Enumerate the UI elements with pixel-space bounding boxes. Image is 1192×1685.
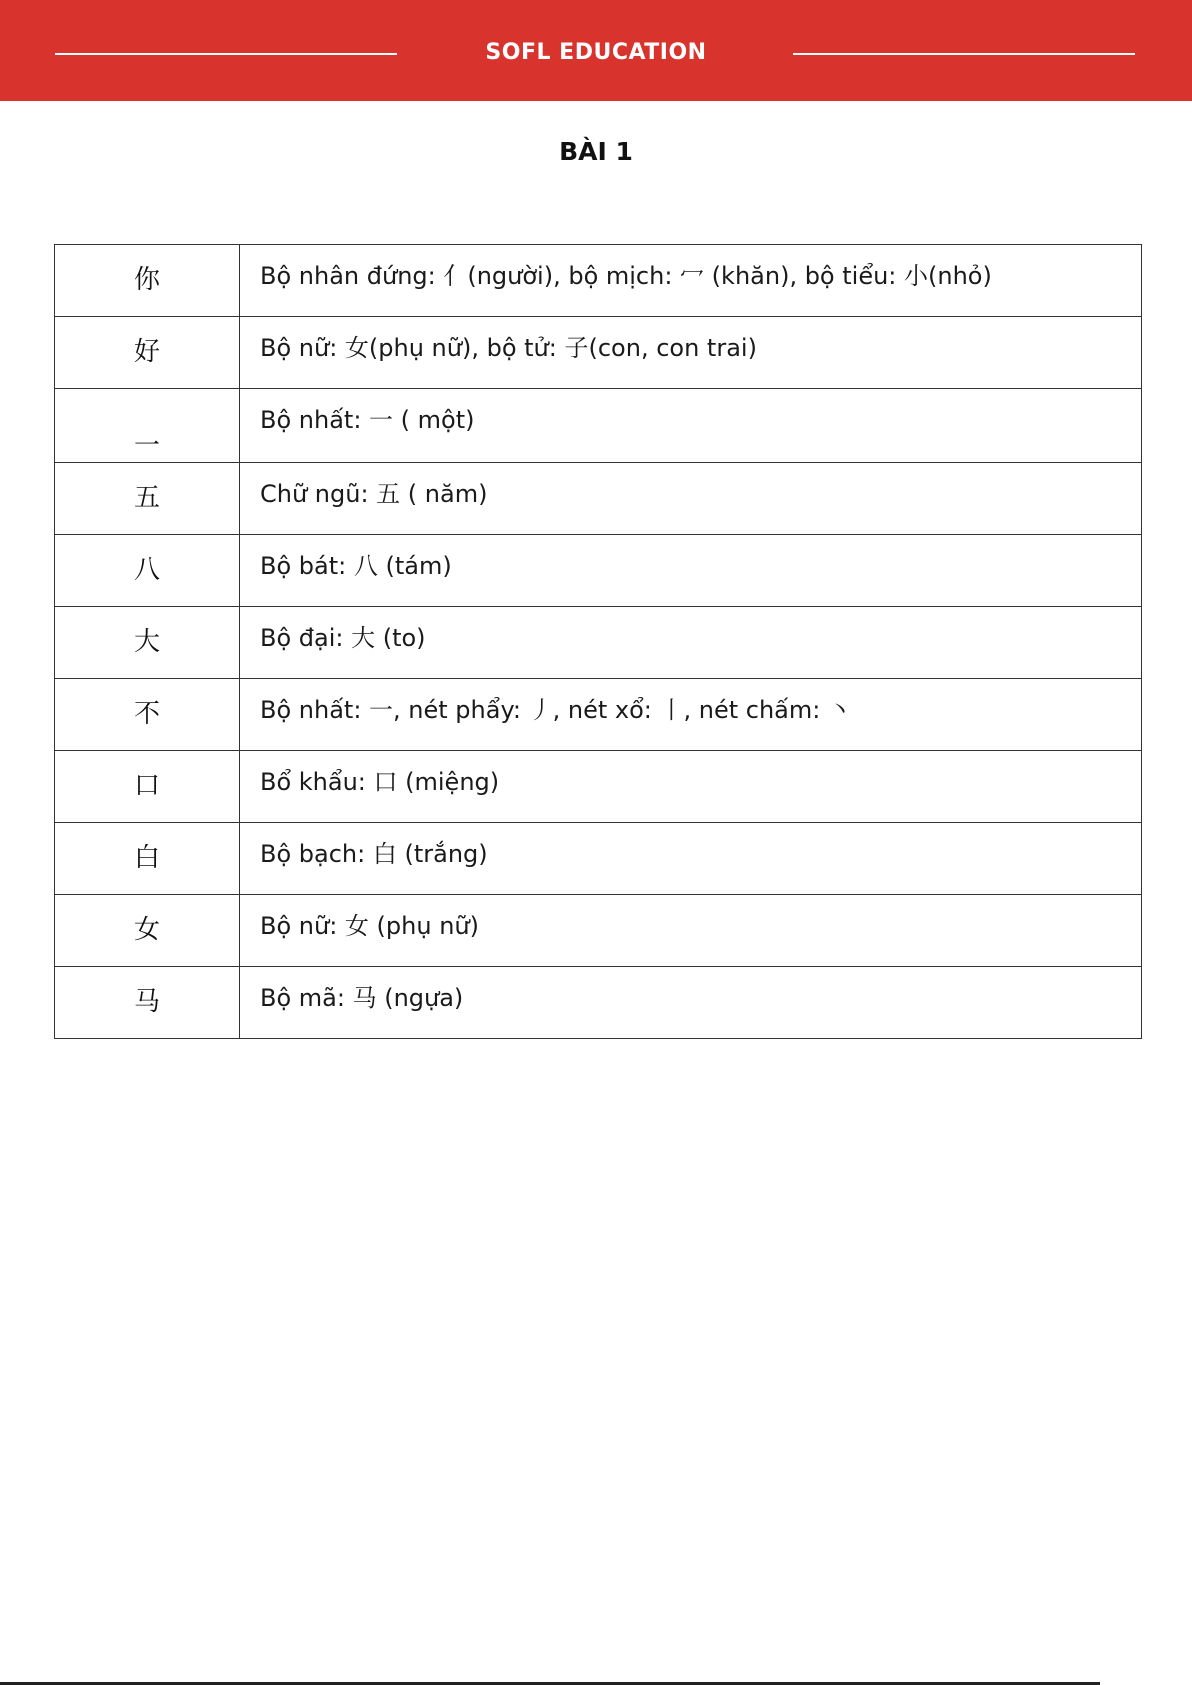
description-cell bbox=[240, 607, 1142, 679]
hanzi-character: 不 bbox=[133, 699, 160, 729]
radical-description: Bộ nữ: 女(phụ nữ), bộ tử: 子(con, con trai) bbox=[260, 334, 757, 362]
character-cell bbox=[55, 389, 240, 463]
hanzi-character: 白 bbox=[133, 843, 160, 873]
character-cell bbox=[55, 967, 240, 1039]
description-cell bbox=[240, 823, 1142, 895]
hanzi-character: 马 bbox=[133, 987, 160, 1017]
character-cell bbox=[55, 535, 240, 607]
table-row bbox=[55, 751, 1142, 823]
radical-description: Bộ nhân đứng: 亻(người), bộ mịch: 冖 (khăn), bộ tiểu: 小(nhỏ) bbox=[260, 262, 992, 290]
radical-description: Bộ bạch: 白 (trắng) bbox=[260, 840, 488, 868]
hanzi-character: 一 bbox=[133, 431, 160, 461]
table-row bbox=[55, 463, 1142, 535]
radical-description: Chữ ngũ: 五 ( năm) bbox=[260, 480, 488, 508]
radical-description: Bộ nhất: 一 ( một) bbox=[260, 406, 475, 434]
description-cell bbox=[240, 245, 1142, 317]
radical-description: Bộ bát: 八 (tám) bbox=[260, 552, 452, 580]
table-row bbox=[55, 535, 1142, 607]
character-cell bbox=[55, 751, 240, 823]
table-row bbox=[55, 389, 1142, 463]
header-divider-right bbox=[793, 53, 1135, 55]
description-cell bbox=[240, 751, 1142, 823]
character-cell bbox=[55, 463, 240, 535]
character-cell bbox=[55, 607, 240, 679]
radical-description: Bộ mã: 马 (ngựa) bbox=[260, 984, 464, 1012]
hanzi-character: 好 bbox=[133, 337, 160, 367]
description-cell bbox=[240, 895, 1142, 967]
description-cell bbox=[240, 535, 1142, 607]
lesson-title: BÀI 1 bbox=[559, 137, 633, 166]
table-row bbox=[55, 317, 1142, 389]
character-cell bbox=[55, 895, 240, 967]
page-header bbox=[0, 0, 1192, 101]
radicals-table bbox=[54, 244, 1142, 1039]
radical-description: Bổ khẩu: 口 (miệng) bbox=[260, 768, 500, 796]
character-cell bbox=[55, 245, 240, 317]
table-row bbox=[55, 823, 1142, 895]
description-cell bbox=[240, 967, 1142, 1039]
radical-description: Bộ nữ: 女 (phụ nữ) bbox=[260, 912, 479, 940]
description-cell bbox=[240, 317, 1142, 389]
table-row bbox=[55, 967, 1142, 1039]
character-cell bbox=[55, 317, 240, 389]
hanzi-character: 女 bbox=[133, 915, 160, 945]
hanzi-character: 五 bbox=[133, 483, 160, 513]
description-cell bbox=[240, 463, 1142, 535]
hanzi-character: 大 bbox=[133, 627, 160, 657]
radical-description: Bộ nhất: 一, nét phẩy: 丿, nét xổ: 丨, nét chấm: 丶 bbox=[260, 696, 852, 724]
hanzi-character: 你 bbox=[133, 265, 160, 295]
table-row bbox=[55, 895, 1142, 967]
table-row bbox=[55, 607, 1142, 679]
table-row bbox=[55, 679, 1142, 751]
description-cell bbox=[240, 679, 1142, 751]
radical-description: Bộ đại: 大 (to) bbox=[260, 624, 426, 652]
hanzi-character: 口 bbox=[133, 771, 160, 801]
brand-title: SOFL EDUCATION bbox=[485, 40, 707, 65]
table-row bbox=[55, 245, 1142, 317]
description-cell bbox=[240, 389, 1142, 463]
character-cell bbox=[55, 823, 240, 895]
hanzi-character: 八 bbox=[133, 555, 160, 585]
character-cell bbox=[55, 679, 240, 751]
